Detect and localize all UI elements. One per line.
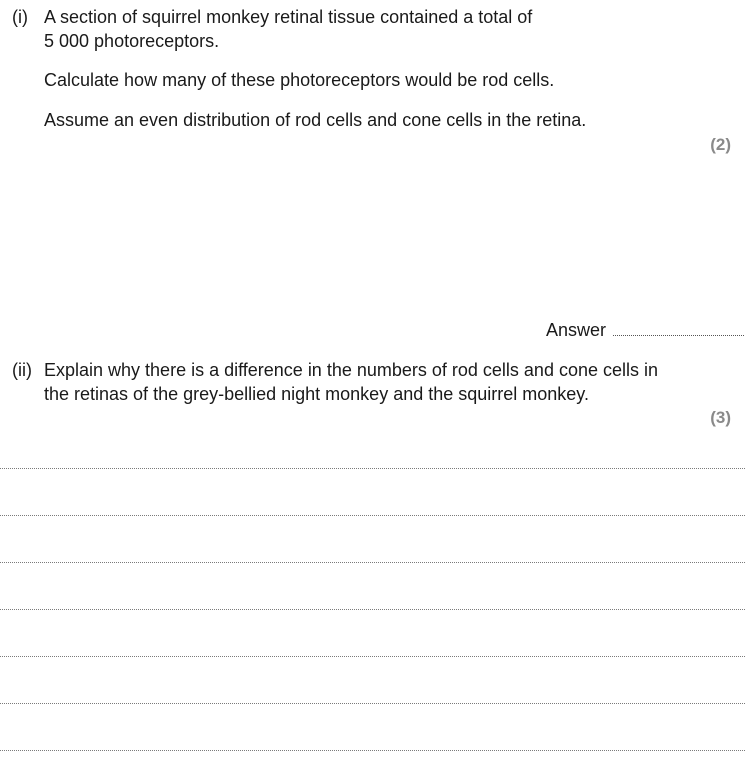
- part-ii-question-line-2: the retinas of the grey-bellied night monkey and the squirrel monkey.: [44, 384, 589, 404]
- answer-label: Answer: [546, 320, 607, 340]
- part-i-number: (i): [12, 7, 28, 27]
- part-i-question-line-2: 5 000 photoreceptors.: [44, 31, 220, 51]
- part-ii-marks: (3): [710, 408, 731, 427]
- part-i-marks: (2): [710, 135, 731, 154]
- answer-writing-line[interactable]: [0, 609, 745, 610]
- part-i-question-line-1: A section of squirrel monkey retinal tissue contained a total of: [44, 7, 533, 27]
- answer-writing-line[interactable]: [0, 515, 745, 516]
- answer-writing-line[interactable]: [0, 468, 745, 469]
- part-ii-question-line-1: Explain why there is a difference in the numbers of rod cells and cone cells in: [44, 360, 659, 380]
- part-i-instruction: Calculate how many of these photoreceptors would be rod cells.: [44, 70, 555, 90]
- part-ii-number: (ii): [12, 360, 32, 380]
- answer-writing-line[interactable]: [0, 562, 745, 563]
- part-i-assumption: Assume an even distribution of rod cells and cone cells in the retina.: [44, 110, 587, 130]
- answer-writing-line[interactable]: [0, 656, 745, 657]
- answer-writing-line[interactable]: [0, 750, 745, 751]
- answer-line[interactable]: [613, 335, 744, 336]
- answer-writing-line[interactable]: [0, 703, 745, 704]
